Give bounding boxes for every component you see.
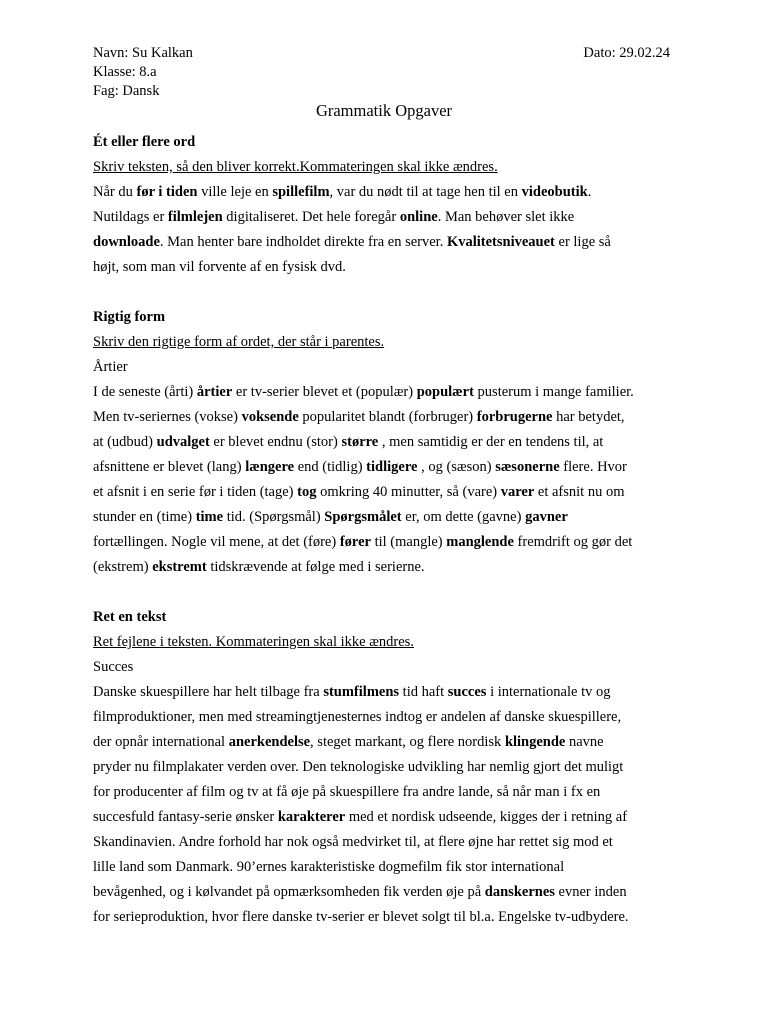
text-segment: for serieproduktion, hvor flere danske tv-serier er blevet solgt til bl.a. Engelske tv-udbydere.	[93, 909, 629, 925]
document-title: Grammatik Opgaver	[315, 101, 453, 120]
bold-word: fører	[339, 534, 371, 550]
text-segment: digitaliseret. Det hele foregår	[222, 209, 400, 225]
text-line	[93, 230, 673, 255]
text-segment: fortællingen. Nogle vil mene, at det (føre)	[93, 534, 340, 550]
text-segment: tid haft	[399, 684, 448, 700]
text-segment: Når du	[93, 184, 137, 200]
section-subtitle: Succes	[93, 659, 134, 675]
text-segment: tid. (Spørgsmål)	[223, 509, 325, 525]
bold-word: tog	[297, 484, 317, 500]
text-segment: er, om dette (gavne)	[401, 509, 526, 525]
bold-word: videobutik	[521, 184, 588, 200]
bold-word: sæsonerne	[495, 459, 560, 475]
bold-word: udvalget	[156, 434, 210, 450]
bold-word: varer	[500, 484, 535, 500]
text-line	[93, 480, 673, 505]
text-segment: navne	[565, 734, 604, 750]
section-heading: Ét eller flere ord	[93, 134, 196, 150]
subject: Fag: Dansk	[93, 83, 160, 99]
text-segment: , steget markant, og flere nordisk	[310, 734, 505, 750]
spacer	[93, 580, 673, 605]
text-line	[93, 430, 673, 455]
text-line	[93, 380, 673, 405]
text-line	[93, 705, 673, 730]
bold-word: spillefilm	[272, 184, 330, 200]
bold-word: årtier	[196, 384, 233, 400]
bold-word: filmlejen	[167, 209, 223, 225]
bold-word: forbrugerne	[476, 409, 553, 425]
text-segment: pusterum i mange familier.	[473, 384, 634, 400]
text-segment: til (mangle)	[370, 534, 447, 550]
bold-word: manglende	[446, 534, 514, 550]
text-segment: . Man behøver slet ikke	[437, 209, 575, 225]
section-instruction: Ret fejlene i teksten. Kommateringen skal ikke ændres.	[93, 634, 414, 650]
section-heading: Ret en tekst	[93, 609, 167, 625]
text-segment: er tv-serier blevet et (populær)	[232, 384, 417, 400]
text-segment: højt, som man vil forvente af en fysisk dvd.	[93, 259, 346, 275]
text-segment: (ekstrem)	[93, 559, 153, 575]
bold-word: stumfilmens	[323, 684, 400, 700]
text-segment: Danske skuespillere har helt tilbage fra	[93, 684, 324, 700]
bold-word: anerkendelse	[228, 734, 311, 750]
text-segment: afsnittene er blevet (lang)	[93, 459, 246, 475]
text-segment: i internationale tv og	[486, 684, 611, 700]
spacer	[93, 280, 673, 305]
text-segment: succesfuld fantasy-serie ønsker	[93, 809, 278, 825]
text-segment: tidskrævende at følge med i serierne.	[206, 559, 425, 575]
bold-word: tidligere	[366, 459, 418, 475]
bold-word: ekstremt	[152, 559, 207, 575]
text-line	[93, 905, 673, 930]
text-line	[93, 530, 673, 555]
text-line	[93, 680, 673, 705]
bold-word: før i tiden	[136, 184, 198, 200]
bold-word: karakterer	[277, 809, 346, 825]
text-segment: evner inden	[554, 884, 627, 900]
text-line	[93, 255, 673, 280]
text-line	[93, 880, 673, 905]
text-segment: bevågenhed, og i kølvandet på opmærksomheden fik verden øje på	[93, 884, 485, 900]
text-line	[93, 180, 673, 205]
text-line	[93, 455, 673, 480]
text-segment: filmproduktioner, men med streamingtjenesternes indtog er andelen af danske skuespillere,	[93, 709, 622, 725]
text-segment: popularitet blandt (forbruger)	[298, 409, 477, 425]
text-segment: , men samtidig er der en tendens til, at	[378, 434, 604, 450]
document-date: Dato: 29.02.24	[583, 45, 670, 61]
text-segment: flere. Hvor	[559, 459, 627, 475]
section-subtitle: Årtier	[93, 359, 128, 375]
text-segment: stunder en (time)	[93, 509, 196, 525]
text-segment: der opnår international	[93, 734, 229, 750]
text-segment: Nutildags er	[93, 209, 168, 225]
text-segment: , var du nødt til at tage hen til en	[329, 184, 522, 200]
text-segment: end (tidlig)	[294, 459, 367, 475]
text-line	[93, 555, 673, 580]
text-line	[93, 830, 673, 855]
text-line	[93, 755, 673, 780]
section-instruction: Skriv teksten, så den bliver korrekt.Kommateringen skal ikke ændres.	[93, 159, 498, 175]
text-segment: et afsnit i en serie før i tiden (tage)	[93, 484, 298, 500]
text-line	[93, 730, 673, 755]
section-text	[93, 680, 673, 930]
text-segment: har betydet,	[552, 409, 625, 425]
text-line	[93, 405, 673, 430]
text-segment: . Man henter bare indholdet direkte fra en server.	[159, 234, 447, 250]
bold-word: større	[341, 434, 379, 450]
student-class: Klasse: 8.a	[93, 64, 157, 80]
text-segment: for producenter af film og tv at få øje på skuespillere fra andre lande, så når man i fx en	[93, 784, 601, 800]
bold-word: Kvalitetsniveauet	[446, 234, 555, 250]
bold-word: succes	[447, 684, 487, 700]
text-segment: et afsnit nu om	[534, 484, 625, 500]
text-segment: I de seneste (årti)	[93, 384, 197, 400]
text-segment: Skandinavien. Andre forhold har nok også medvirket til, at flere øjne har rettet sig mod et	[93, 834, 613, 850]
text-segment: , og (sæson)	[417, 459, 496, 475]
text-segment: er lige så	[554, 234, 611, 250]
text-line	[93, 805, 673, 830]
section-text	[93, 180, 673, 280]
text-segment: lille land som Danmark. 90’ernes karakteristiske dogmefilm fik stor international	[93, 859, 565, 875]
text-line	[93, 505, 673, 530]
bold-word: klingende	[504, 734, 566, 750]
section-heading: Rigtig form	[93, 309, 166, 325]
section-instruction: Skriv den rigtige form af ordet, der står i parentes.	[93, 334, 385, 350]
text-segment: at (udbud)	[93, 434, 157, 450]
text-segment: fremdrift og gør det	[513, 534, 633, 550]
bold-word: længere	[245, 459, 295, 475]
text-segment: pryder nu filmplakater verden over. Den teknologiske udvikling har nemlig gjort det muligt	[93, 759, 624, 775]
document-body	[93, 130, 673, 930]
text-line	[93, 855, 673, 880]
text-segment: .	[587, 184, 592, 200]
text-line	[93, 780, 673, 805]
bold-word: Spørgsmålet	[324, 509, 402, 525]
bold-word: online	[399, 209, 438, 225]
text-segment: ville leje en	[197, 184, 273, 200]
text-segment: er blevet endnu (stor)	[209, 434, 342, 450]
student-name: Navn: Su Kalkan	[93, 45, 193, 61]
section-text	[93, 380, 673, 580]
bold-word: downloade	[93, 234, 160, 250]
bold-word: voksende	[241, 409, 299, 425]
bold-word: gavner	[525, 509, 568, 525]
text-segment: Men tv-seriernes (vokse)	[93, 409, 242, 425]
bold-word: danskernes	[484, 884, 555, 900]
text-segment: med et nordisk udseende, kigges der i retning af	[345, 809, 628, 825]
bold-word: time	[195, 509, 224, 525]
text-line	[93, 205, 673, 230]
text-segment: omkring 40 minutter, så (vare)	[316, 484, 501, 500]
bold-word: populært	[416, 384, 474, 400]
